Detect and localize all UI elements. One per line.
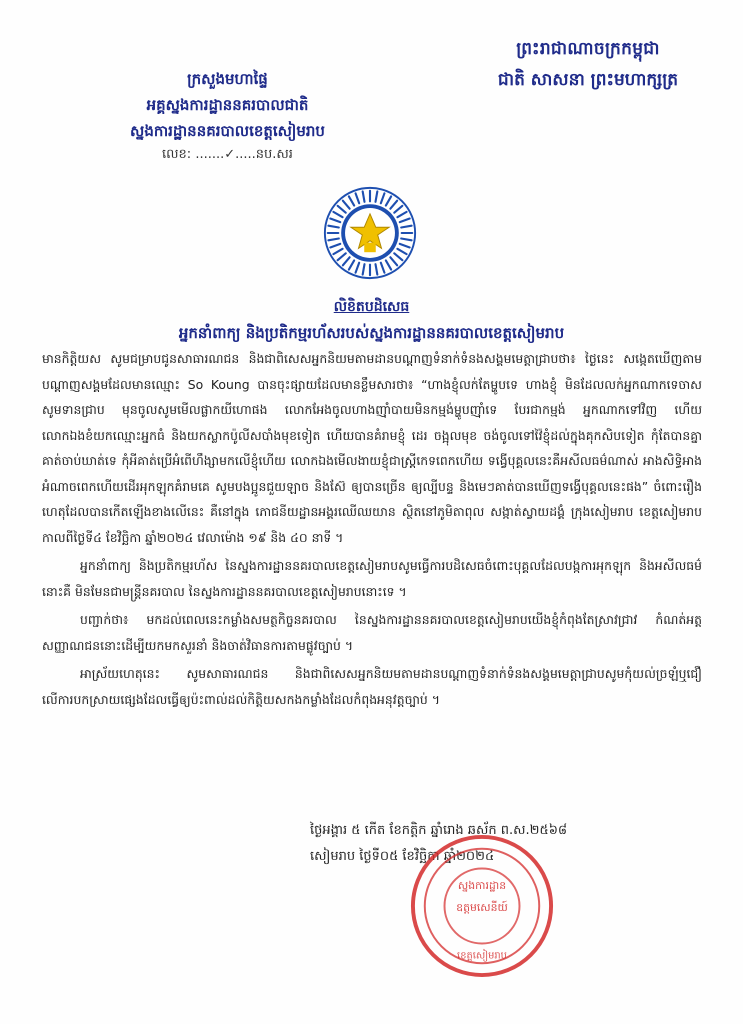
ministry-header bbox=[110, 66, 345, 165]
provincial-commissariat-name: ស្នងការដ្ឋាននគរបាលខេត្តសៀមរាប bbox=[130, 122, 325, 140]
lunar-date: ថ្ងៃអង្គារ ៥ កើត ខែកត្តិក ឆ្នាំរោង ឆស័ក ព.ស.២៥៦៨ bbox=[310, 823, 568, 838]
svg-text:ខេត្តសៀមរាប: ខេត្តសៀមរាប bbox=[457, 950, 507, 962]
reference-number: លេខ: .......✓.....នប.សរ bbox=[162, 147, 293, 162]
solar-date: សៀមរាប ថ្ងៃទី០៥ ខែវិច្ឆិកា ឆ្នាំ២០២៤ bbox=[310, 849, 495, 864]
kingdom-motto: ជាតិ សាសនា ព្រះមហាក្សត្រ bbox=[497, 70, 679, 90]
document-subtitle: អ្នកនាំពាក្យ និងប្រតិកម្មរហ័សរបស់ស្នងការដ្ឋាននគរបាលខេត្តសៀមរាប bbox=[178, 324, 565, 342]
general-commissariat-name: អគ្គស្នងការដ្ឋាននគរបាលជាតិ bbox=[146, 96, 309, 114]
official-stamp bbox=[408, 832, 556, 980]
document-title: លិខិតបដិសេធ bbox=[333, 299, 410, 315]
svg-text:ឧត្តមសេនីយ៍: ឧត្តមសេនីយ៍ bbox=[456, 900, 508, 914]
body-paragraph-4: អាស្រ័យហេតុនេះ សូមសាធារណជន និងជាពិសេសអ្នកនិយមតាមដានបណ្តាញទំនាក់ទំនងសង្គមមេត្តាជ្រាបសូមកុំយល់ច្រឡំឬជឿលើការបកស្រាយផ្សេងដែលធ្វើឲ្យប៉ះពាល់ដល់កិត្តិយសកងកម្លាំងដែលកំពុងអនុវត្តច្បាប់ ។ bbox=[42, 666, 702, 707]
body-paragraph-2: អ្នកនាំពាក្យ និងប្រតិកម្មរហ័ស នៃស្នងការដ្ឋាននគរបាលខេត្តសៀមរាបសូមធ្វើការបដិសេធចំពោះបុគ្គលដែលបង្កការអុកឡុក និងអសីលធម៌នោះគឺ មិនមែនជាមន្ត្រីនគរបាល នៃស្នងការដ្ឋាននគរបាលខេត្តសៀមរាបនោះទេ ។ bbox=[42, 558, 702, 599]
body-paragraph-1: មានកិត្តិយស សូមជម្រាបជូនសាធារណជន និងជាពិសេសអ្នកនិយមតាមដានបណ្តាញទំនាក់ទំនងសង្គមមេត្តាជ្រាបថា៖ ថ្ងៃនេះ សង្កេតឃើញតាមបណ្តាញសង្គមដែលមានឈ្មោះ So Koung បានចុះផ្សាយដែលមានខ្លឹមសារថា៖ “ហាងខ្ញុំលក់តែម្ហូបទេ ហាងខ្ញុំ មិនដែលលក់អ្នកណាកទេចាស សូមទានជ្រាប មុនចូលសូមមើលផ្លាកយីហោផង លោកអែងចូលហាងញ៉ាំបាយមិនកម្មង់ម្ហូបញ៉ាំទេ បែរជាកម្មង់ អ្នកណាកទៅវិញ ហើយលោកឯងខំយកឈ្មោះអ្នកធំ និងយកស្លាកប៉ូលីសបាំងមុខទៀត ហើយបានគំរាមខ្ញុំ ដេរ ចង្អុលមុខ ចង់ចូលទៅវ៉ៃខ្ញុំដល់ក្នុងគុកសិបទៀត កុំតែបានគ្នាគាត់ចាប់ឃាត់ទេ កុំអីគាត់ប្រើអំពើហឹង្សាមកលើខ្ញុំហើយ លោកឯងមើលងាយខ្ញុំជាស្ត្រីកេទពេកហើយ ទង្វើបុគ្គលនេះគឺអសីលធម៌ណាស់ អាងសិទ្ធិអាងអំណាចពេកហើយដើរអុកឡុកគំរាមគេ សូមបងប្អូនជួយឡាច និងស៊ែ ឲ្យបានច្រើន ឲ្យល្បីបន្ទ និងមេៗគាត់បានឃើញទង្វើបុគ្គលនេះផង” ចំពោះរឿងហេតុដែលបានកើតឡើងខាងលើនេះ គឺនៅក្នុង ភោជនីយដ្ឋានអង្គរឈើឈយាន ស្ថិតនៅភូមិតាពុល សង្កាត់ស្វាយដង្គំ ក្រុងសៀមរាប ខេត្តសៀមរាប កាលពីថ្ងៃទី៤ ខែវិច្ឆិកា ឆ្នាំ២០២៤ វេលាម៉ោង ១៩ និង ៤០ នាទី ។ bbox=[42, 351, 702, 545]
kingdom-header bbox=[473, 38, 703, 94]
document-titles bbox=[40, 297, 703, 346]
ministry-name: ក្រសួងមហាផ្ទៃ bbox=[187, 70, 268, 88]
kingdom-title: ព្រះរាជាណាចក្រកម្ពុជា bbox=[516, 39, 660, 59]
body-paragraph-3: បញ្ជាក់ថា៖ មកដល់ពេលនេះកម្លាំងសមត្ថកិច្ចនគរបាល នៃស្នងការដ្ឋាននគរបាលខេត្តសៀមរាបយើងខ្ញុំកំពុងតែស្រាវជ្រាវ កំណត់អត្តសញ្ញាណជននោះដើម្បីយកមកសួរនាំ និងចាត់វិធានការតាមផ្លូវច្បាប់ ។ bbox=[42, 612, 702, 653]
document-body bbox=[42, 346, 702, 715]
svg-text:ស្នងការដ្ឋាន: ស្នងការដ្ឋាន bbox=[457, 879, 507, 893]
police-emblem-icon bbox=[322, 185, 418, 281]
